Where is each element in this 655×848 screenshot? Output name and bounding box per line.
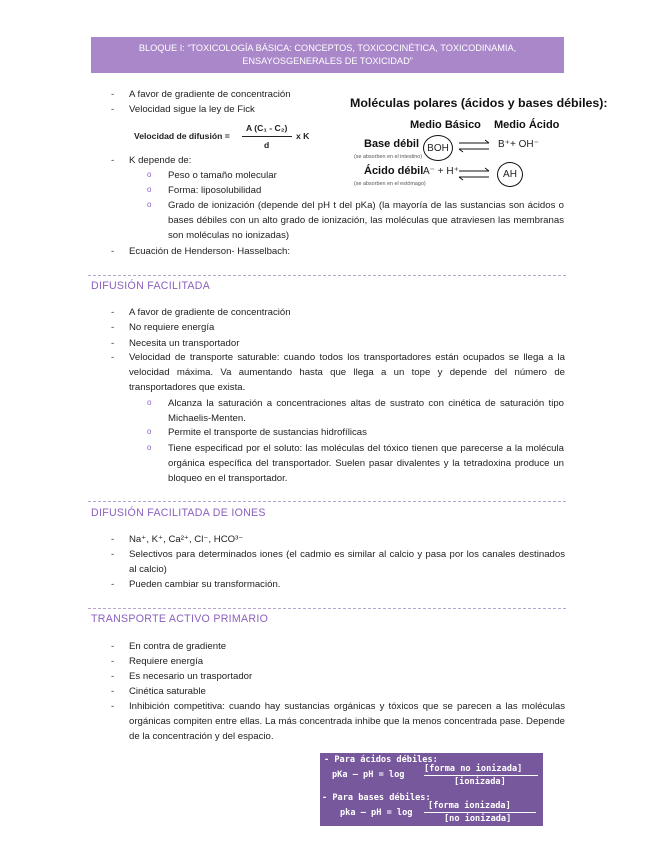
acido-debil-label: Ácido débil	[364, 165, 424, 177]
hh-base-title: - Para bases débiles:	[322, 793, 431, 803]
hh-base-numerator: [forma ionizada]	[428, 801, 511, 811]
list-item: - Inhibición competitiva: cuando hay sustancias orgánicas y tóxicos que se parecen a las moléculas orgánicas compiten entre ellas. La más concentrada inhibe que la menos concentrada pase. Depende de la concentración y del espacio.	[129, 699, 565, 745]
hh-base-lhs: pka – pH = log	[340, 808, 413, 818]
list-item: - Cinética saturable	[129, 684, 565, 699]
hh-acid-lhs: pKa – pH = log	[332, 770, 405, 780]
medio-basico-label: Medio Básico	[410, 119, 481, 131]
section-divider	[88, 608, 566, 609]
section-title: TRANSPORTE ACTIVO PRIMARIO	[91, 613, 269, 625]
list-item: - A favor de gradiente de concentración	[129, 305, 565, 320]
sub-list-item: o Forma: liposolubilidad	[168, 183, 338, 198]
list-item: - Pueden cambiar su transformación.	[129, 577, 565, 592]
section-title: DIFUSIÓN FACILITADA	[91, 280, 211, 292]
polar-figure-title: Moléculas polares (ácidos y bases débiles):	[350, 96, 608, 110]
medio-acido-label: Medio Ácido	[494, 119, 560, 131]
section-title: DIFUSIÓN FACILITADA DE IONES	[91, 507, 266, 519]
list-item: - En contra de gradiente	[129, 639, 565, 654]
base-products: B⁺+ OH⁻	[498, 139, 539, 150]
fick-tail: x K	[296, 131, 310, 141]
sub-list-item: o Grado de ionización (depende del pH t del pKa) (la mayoría de las sustancias son ácidos o bases débiles con un alto grado de ionización, las moléculas que atraviesen las membranas son moléculas no ionizadas)	[168, 198, 564, 244]
list-item: - No requiere energía	[129, 320, 565, 335]
hh-acid-title: - Para ácidos débiles:	[324, 755, 438, 765]
ah-circle: AH	[497, 162, 523, 187]
hh-base-fraction-line	[424, 812, 536, 813]
sub-list-item: o Permite el transporte de sustancias hidrofílicas	[168, 425, 564, 440]
fick-label: Velocidad de difusión =	[134, 131, 230, 141]
section-divider	[88, 275, 566, 276]
sub-list-item: o Peso o tamaño molecular	[168, 168, 338, 183]
list-item: - Velocidad sigue la ley de Fick	[129, 102, 339, 117]
hh-base-denominator: [no ionizada]	[444, 814, 512, 824]
section-divider	[88, 501, 566, 502]
base-debil-label: Base débil	[364, 138, 420, 150]
henderson-hasselbach-box	[320, 753, 543, 826]
hh-acid-denominator: [ionizada]	[454, 777, 506, 787]
header-line-1: BLOQUE I: “TOXICOLOGÍA BÁSICA: CONCEPTOS, TOXICOCINÉTICA, TOXICODINAMIA,	[138, 43, 517, 53]
list-item: - Requiere energía	[129, 654, 565, 669]
list-item: - Ecuación de Henderson- Hasselbach:	[129, 244, 565, 259]
list-item: - Necesita un transportador	[129, 336, 565, 351]
hh-acid-numerator: [forma no ionizada]	[424, 764, 523, 774]
acido-debil-note: (se absorben en el estómago)	[354, 181, 426, 187]
sub-list-item: o Tiene especificad por el soluto: las moléculas del tóxico tienen que parecerse a la molécula orgánica específica del transportador. Suelen pasar divalentes y la tetradoxina produce un bloqueo en el transportador.	[168, 441, 564, 487]
fick-denominator: d	[264, 140, 270, 150]
boh-circle: BOH	[423, 135, 453, 161]
fick-fraction-line	[242, 136, 292, 137]
base-debil-note: (se absorben en el intestino)	[354, 154, 423, 160]
acid-ions: A⁻ + H⁺	[423, 166, 459, 177]
page-header-banner	[91, 37, 564, 73]
list-item: - A favor de gradiente de concentración	[129, 87, 339, 102]
list-item: - Velocidad de transporte saturable: cuando todos los transportadores están ocupados se llega a la velocidad máxima. Va aumentando hasta que llega a un tope y depende del número de transportadores que exista.	[129, 350, 565, 396]
header-line-2: ENSAYOSGENERALES DE TOXICIDAD”	[242, 56, 413, 66]
equilibrium-arrow-icon	[457, 139, 491, 153]
fick-numerator: A (C₁ - C₂)	[246, 123, 288, 133]
equilibrium-arrow-icon	[457, 167, 491, 181]
list-item: - Es necesario un trasportador	[129, 669, 565, 684]
list-item: - Selectivos para determinados iones (el cadmio es similar al calcio y pasa por los canales destinados al calcio)	[129, 547, 565, 577]
hh-acid-fraction-line	[424, 775, 538, 776]
sub-list-item: o Alcanza la saturación a concentraciones altas de sustrato con cinética de saturación tipo Michaelis-Menten.	[168, 396, 564, 426]
list-item: - K depende de:	[129, 153, 339, 168]
list-item: - Na⁺, K⁺, Ca²⁺, Cl⁻, HCO³⁻	[129, 532, 565, 547]
